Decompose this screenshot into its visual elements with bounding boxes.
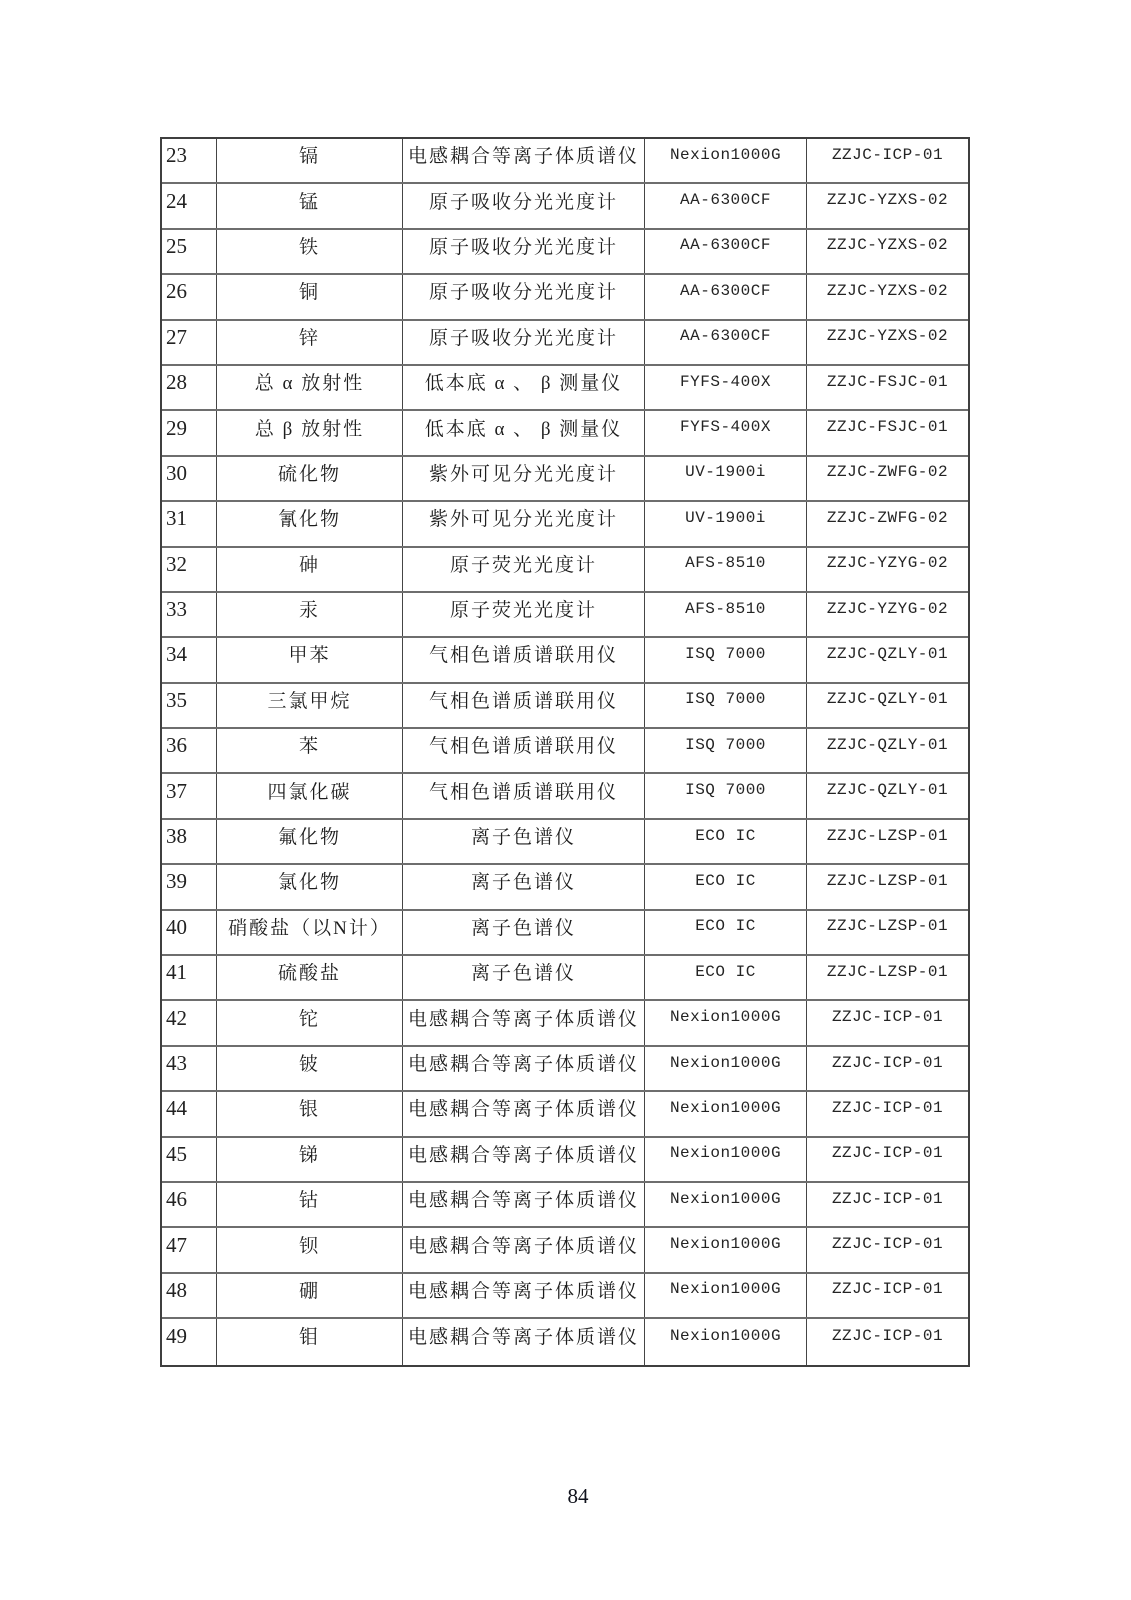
cell-instrument: 气相色谱质谱联用仪 bbox=[403, 684, 645, 727]
cell-model: AA-6300CF bbox=[645, 321, 807, 364]
cell-row-number: 35 bbox=[162, 684, 217, 727]
table-row bbox=[162, 684, 968, 729]
cell-row-number: 47 bbox=[162, 1228, 217, 1271]
cell-instrument: 电感耦合等离子体质谱仪 bbox=[403, 1319, 645, 1364]
cell-instrument: 离子色谱仪 bbox=[403, 911, 645, 954]
table-row bbox=[162, 1001, 968, 1046]
cell-row-number: 38 bbox=[162, 820, 217, 863]
cell-instrument: 原子荧光光度计 bbox=[403, 548, 645, 591]
cell-code: ZZJC-ICP-01 bbox=[831, 1053, 944, 1072]
cell-row-number: 29 bbox=[162, 411, 217, 454]
cell-model: UV-1900i bbox=[645, 502, 807, 545]
cell-code: ZZJC-YZYG-02 bbox=[826, 599, 949, 618]
table-row bbox=[162, 366, 968, 411]
cell-row-number: 26 bbox=[162, 275, 217, 318]
cell-row-number: 39 bbox=[162, 865, 217, 908]
cell-instrument: 原子吸收分光光度计 bbox=[403, 275, 645, 318]
cell-analyte: 甲苯 bbox=[217, 638, 403, 681]
cell-model: ISQ 7000 bbox=[645, 638, 807, 681]
cell-instrument: 离子色谱仪 bbox=[403, 820, 645, 863]
cell-row-number: 42 bbox=[162, 1001, 217, 1044]
cell-row-number: 32 bbox=[162, 548, 217, 591]
cell-instrument: 紫外可见分光光度计 bbox=[403, 457, 645, 500]
cell-analyte: 硼 bbox=[217, 1274, 403, 1317]
table-row bbox=[162, 1183, 968, 1228]
cell-row-number: 40 bbox=[162, 911, 217, 954]
cell-code: ZZJC-LZSP-01 bbox=[826, 917, 949, 936]
cell-model: UV-1900i bbox=[645, 457, 807, 500]
cell-instrument: 气相色谱质谱联用仪 bbox=[403, 774, 645, 817]
cell-analyte: 汞 bbox=[217, 593, 403, 636]
cell-code: ZZJC-ZWFG-02 bbox=[826, 508, 949, 527]
cell-analyte: 氰化物 bbox=[217, 502, 403, 545]
cell-row-number: 45 bbox=[162, 1138, 217, 1181]
cell-analyte: 三氯甲烷 bbox=[217, 684, 403, 727]
cell-code: ZZJC-FSJC-01 bbox=[826, 372, 949, 391]
cell-analyte: 铁 bbox=[217, 230, 403, 273]
cell-model: AFS-8510 bbox=[645, 548, 807, 591]
cell-code: ZZJC-ICP-01 bbox=[831, 145, 944, 164]
table-row bbox=[162, 321, 968, 366]
table-row bbox=[162, 729, 968, 774]
cell-model: Nexion1000G bbox=[645, 1092, 807, 1135]
cell-analyte: 钼 bbox=[217, 1319, 403, 1364]
cell-instrument: 电感耦合等离子体质谱仪 bbox=[403, 1001, 645, 1044]
cell-model: ECO IC bbox=[645, 911, 807, 954]
cell-instrument: 紫外可见分光光度计 bbox=[403, 502, 645, 545]
cell-analyte: 硫酸盐 bbox=[217, 956, 403, 999]
cell-model: Nexion1000G bbox=[645, 1274, 807, 1317]
cell-model: ISQ 7000 bbox=[645, 729, 807, 772]
cell-row-number: 31 bbox=[162, 502, 217, 545]
cell-model: Nexion1000G bbox=[645, 1138, 807, 1181]
table-row bbox=[162, 1274, 968, 1319]
cell-analyte: 总 β 放射性 bbox=[217, 411, 403, 454]
cell-model: Nexion1000G bbox=[645, 1183, 807, 1226]
table-row bbox=[162, 230, 968, 275]
cell-row-number: 37 bbox=[162, 774, 217, 817]
cell-model: AA-6300CF bbox=[645, 184, 807, 227]
page-number: 84 bbox=[567, 1484, 589, 1508]
cell-model: ISQ 7000 bbox=[645, 684, 807, 727]
cell-analyte: 锌 bbox=[217, 321, 403, 364]
cell-model: Nexion1000G bbox=[645, 1319, 807, 1364]
cell-model: FYFS-400X bbox=[645, 366, 807, 409]
cell-instrument: 原子吸收分光光度计 bbox=[403, 230, 645, 273]
table-row bbox=[162, 184, 968, 229]
cell-analyte: 铍 bbox=[217, 1047, 403, 1090]
cell-code: ZZJC-ICP-01 bbox=[831, 1235, 944, 1254]
cell-row-number: 27 bbox=[162, 321, 217, 364]
cell-instrument: 原子吸收分光光度计 bbox=[403, 321, 645, 364]
equipment-table bbox=[160, 137, 970, 1367]
cell-analyte: 钴 bbox=[217, 1183, 403, 1226]
table-row bbox=[162, 1228, 968, 1273]
cell-instrument: 电感耦合等离子体质谱仪 bbox=[403, 1138, 645, 1181]
cell-instrument: 低本底 α 、 β 测量仪 bbox=[403, 366, 645, 409]
table-row bbox=[162, 1092, 968, 1137]
cell-model: AFS-8510 bbox=[645, 593, 807, 636]
cell-model: Nexion1000G bbox=[645, 139, 807, 182]
cell-code: ZZJC-QZLY-01 bbox=[826, 644, 949, 663]
cell-row-number: 28 bbox=[162, 366, 217, 409]
cell-instrument: 低本底 α 、 β 测量仪 bbox=[403, 411, 645, 454]
cell-code: ZZJC-ICP-01 bbox=[831, 1098, 944, 1117]
table-row bbox=[162, 593, 968, 638]
cell-instrument: 气相色谱质谱联用仪 bbox=[403, 729, 645, 772]
table-row bbox=[162, 457, 968, 502]
cell-row-number: 43 bbox=[162, 1047, 217, 1090]
cell-analyte: 钡 bbox=[217, 1228, 403, 1271]
table-row bbox=[162, 548, 968, 593]
cell-analyte: 铊 bbox=[217, 1001, 403, 1044]
cell-model: AA-6300CF bbox=[645, 275, 807, 318]
cell-code: ZZJC-QZLY-01 bbox=[826, 690, 949, 709]
cell-instrument: 气相色谱质谱联用仪 bbox=[403, 638, 645, 681]
cell-model: ECO IC bbox=[645, 820, 807, 863]
cell-code: ZZJC-YZXS-02 bbox=[826, 327, 949, 346]
cell-analyte: 锰 bbox=[217, 184, 403, 227]
cell-row-number: 48 bbox=[162, 1274, 217, 1317]
cell-instrument: 离子色谱仪 bbox=[403, 865, 645, 908]
cell-analyte: 镉 bbox=[217, 139, 403, 182]
cell-row-number: 36 bbox=[162, 729, 217, 772]
cell-analyte: 总 α 放射性 bbox=[217, 366, 403, 409]
cell-row-number: 33 bbox=[162, 593, 217, 636]
cell-code: ZZJC-ICP-01 bbox=[831, 1280, 944, 1299]
table-row bbox=[162, 1047, 968, 1092]
cell-row-number: 41 bbox=[162, 956, 217, 999]
cell-analyte: 四氯化碳 bbox=[217, 774, 403, 817]
cell-code: ZZJC-ICP-01 bbox=[831, 1326, 944, 1345]
cell-code: ZZJC-ZWFG-02 bbox=[826, 463, 949, 482]
cell-code: ZZJC-QZLY-01 bbox=[826, 735, 949, 754]
table-row bbox=[162, 411, 968, 456]
cell-code: ZZJC-YZYG-02 bbox=[826, 554, 949, 573]
table-row bbox=[162, 1319, 968, 1364]
cell-code: ZZJC-LZSP-01 bbox=[826, 871, 949, 890]
table-row bbox=[162, 911, 968, 956]
cell-model: ECO IC bbox=[645, 956, 807, 999]
cell-row-number: 25 bbox=[162, 230, 217, 273]
cell-row-number: 30 bbox=[162, 457, 217, 500]
cell-instrument: 电感耦合等离子体质谱仪 bbox=[403, 139, 645, 182]
cell-model: FYFS-400X bbox=[645, 411, 807, 454]
cell-instrument: 电感耦合等离子体质谱仪 bbox=[403, 1183, 645, 1226]
table-row bbox=[162, 275, 968, 320]
cell-model: AA-6300CF bbox=[645, 230, 807, 273]
cell-code: ZZJC-YZXS-02 bbox=[826, 191, 949, 210]
cell-code: ZZJC-ICP-01 bbox=[831, 1008, 944, 1027]
table-row bbox=[162, 1138, 968, 1183]
cell-model: Nexion1000G bbox=[645, 1001, 807, 1044]
cell-code: ZZJC-ICP-01 bbox=[831, 1144, 944, 1163]
cell-analyte: 铜 bbox=[217, 275, 403, 318]
cell-code: ZZJC-LZSP-01 bbox=[826, 962, 949, 981]
cell-model: ECO IC bbox=[645, 865, 807, 908]
cell-model: Nexion1000G bbox=[645, 1047, 807, 1090]
cell-code: ZZJC-LZSP-01 bbox=[826, 826, 949, 845]
cell-analyte: 氟化物 bbox=[217, 820, 403, 863]
cell-analyte: 硝酸盐（以N计） bbox=[217, 911, 403, 954]
table-row bbox=[162, 638, 968, 683]
cell-row-number: 24 bbox=[162, 184, 217, 227]
cell-row-number: 34 bbox=[162, 638, 217, 681]
cell-analyte: 氯化物 bbox=[217, 865, 403, 908]
cell-code: ZZJC-FSJC-01 bbox=[826, 418, 949, 437]
cell-analyte: 砷 bbox=[217, 548, 403, 591]
cell-model: Nexion1000G bbox=[645, 1228, 807, 1271]
cell-instrument: 原子吸收分光光度计 bbox=[403, 184, 645, 227]
cell-code: ZZJC-ICP-01 bbox=[831, 1189, 944, 1208]
cell-model: ISQ 7000 bbox=[645, 774, 807, 817]
cell-row-number: 49 bbox=[162, 1319, 217, 1364]
table-row bbox=[162, 502, 968, 547]
cell-code: ZZJC-YZXS-02 bbox=[826, 236, 949, 255]
cell-instrument: 离子色谱仪 bbox=[403, 956, 645, 999]
cell-analyte: 银 bbox=[217, 1092, 403, 1135]
cell-instrument: 电感耦合等离子体质谱仪 bbox=[403, 1274, 645, 1317]
cell-row-number: 46 bbox=[162, 1183, 217, 1226]
cell-code: ZZJC-YZXS-02 bbox=[826, 281, 949, 300]
cell-analyte: 苯 bbox=[217, 729, 403, 772]
cell-instrument: 电感耦合等离子体质谱仪 bbox=[403, 1047, 645, 1090]
table-row bbox=[162, 139, 968, 184]
cell-analyte: 锑 bbox=[217, 1138, 403, 1181]
cell-instrument: 原子荧光光度计 bbox=[403, 593, 645, 636]
table-row bbox=[162, 865, 968, 910]
cell-code: ZZJC-QZLY-01 bbox=[826, 781, 949, 800]
cell-row-number: 23 bbox=[162, 139, 217, 182]
cell-analyte: 硫化物 bbox=[217, 457, 403, 500]
table-row bbox=[162, 956, 968, 1001]
cell-instrument: 电感耦合等离子体质谱仪 bbox=[403, 1092, 645, 1135]
table-row bbox=[162, 820, 968, 865]
cell-row-number: 44 bbox=[162, 1092, 217, 1135]
table-row bbox=[162, 774, 968, 819]
cell-instrument: 电感耦合等离子体质谱仪 bbox=[403, 1228, 645, 1271]
